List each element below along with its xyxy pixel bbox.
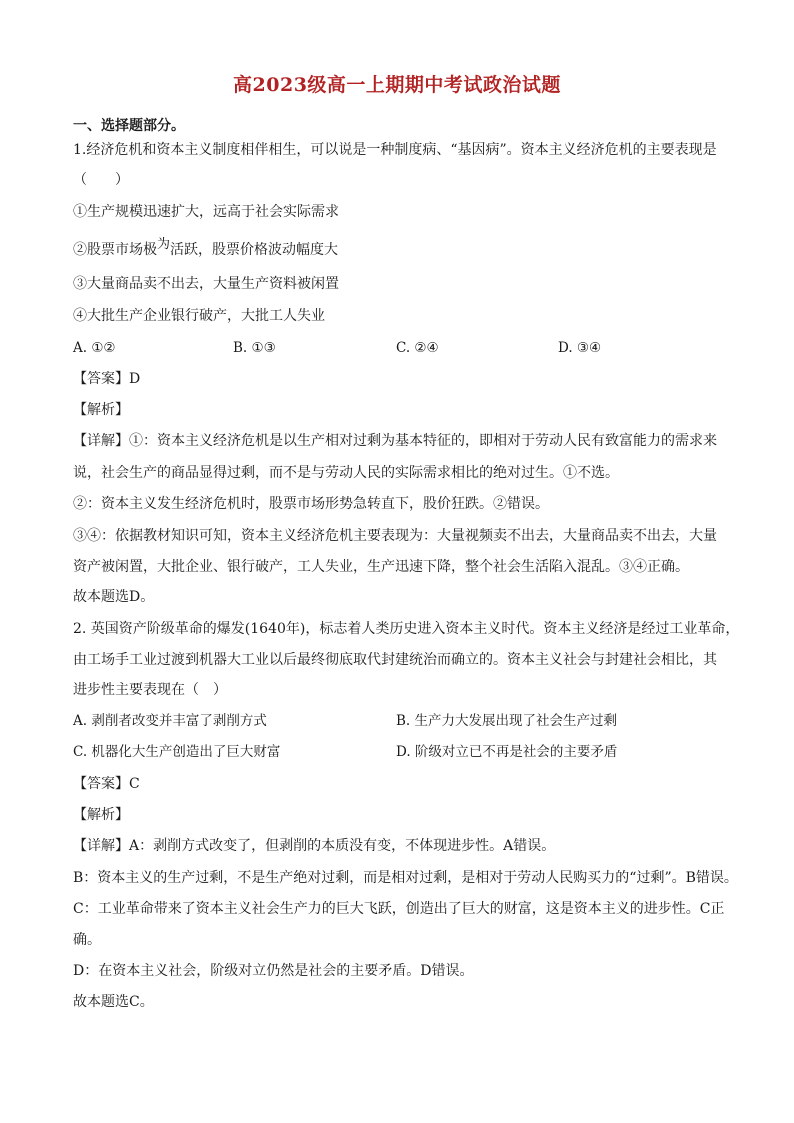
- q2-detail-line-4: 确。: [73, 932, 101, 948]
- document-title: 高2023级高一上期期中考试政治试题: [233, 74, 561, 96]
- q1-stem-line-2: （ ）: [73, 172, 129, 188]
- q2-detail-line-3: C：工业革命带来了资本主义社会生产力的巨大飞跃，创造出了巨大的财富，这是资本主义的进步性。C正: [73, 901, 725, 917]
- q2-detail-line-5: D：在资本主义社会，阶级对立仍然是社会的主要矛盾。D错误。: [73, 963, 474, 979]
- q1-detail-line-3: ②：资本主义发生经济危机时，股票市场形势急转直下，股价狂跌。②错误。: [73, 496, 549, 512]
- q1-analysis-label: 【解析】: [73, 402, 129, 418]
- q1-item-4: ④大批生产企业银行破产，大批工人失业: [73, 308, 325, 324]
- q1-detail-line-4: ③④：依据教材知识可知，资本主义经济危机主要表现为：大量视频卖不出去，大量商品卖不出去，大量: [73, 528, 717, 544]
- q2-stem-line-1: 2. 英国资产阶级革命的爆发(1640年)，标志着人类历史进入资本主义时代。资本主义经济是经过工业革命，: [73, 621, 740, 637]
- section-heading: 一、选择题部分。: [73, 118, 185, 134]
- q2-conclusion: 故本题选C。: [73, 994, 154, 1010]
- q2-stem-line-3: 进步性主要表现在（ ）: [73, 682, 227, 698]
- q1-conclusion: 故本题选D。: [73, 589, 155, 605]
- q1-option-a: A. ①②: [73, 340, 116, 356]
- q2-option-c: C. 机器化大生产创造出了巨大财富: [73, 744, 281, 760]
- q2-analysis-label: 【解析】: [73, 807, 129, 823]
- q1-item-2-part-b: 活跃，股票价格波动幅度大: [170, 242, 339, 258]
- q1-detail-line-5: 资产被闲置，大批企业、银行破产，工人失业，生产迅速下降，整个社会生活陷入混乱。③④正确。: [73, 559, 689, 575]
- q1-option-d: D. ③④: [558, 340, 602, 356]
- q1-detail-line-1: 【详解】①：资本主义经济危机是以生产相对过剩为基本特征的，即相对于劳动人民有致富能力的需求来: [73, 433, 717, 449]
- q1-detail-line-2: 说，社会生产的商品显得过剩，而不是与劳动人民的实际需求相比的绝对过生。①不选。: [73, 465, 619, 481]
- q2-stem-line-2: 由工场手工业过渡到机器大工业以后最终彻底取代封建统治而确立的。资本主义社会与封建社会相比，其: [73, 652, 717, 668]
- q1-option-c: C. ②④: [396, 340, 439, 356]
- q1-stem-line-1: 1.经济危机和资本主义制度相伴相生，可以说是一种制度病、“基因病”。资本主义经济危机的主要表现是: [73, 142, 717, 158]
- q1-item-2: [73, 237, 723, 261]
- q2-option-a: A. 剥削者改变并丰富了剥削方式: [73, 713, 267, 729]
- q2-option-b: B. 生产力大发展出现了社会生产过剩: [396, 713, 618, 729]
- q1-answer: 【答案】D: [73, 371, 141, 387]
- q1-item-2-sup: 为: [157, 237, 171, 252]
- q2-detail-line-2: B：资本主义的生产过剩，不是生产绝对过剩，而是相对过剩，是相对于劳动人民购买力的“过剩”。B错误。: [73, 870, 738, 886]
- q1-item-3: ③大量商品卖不出去，大量生产资料被闲置: [73, 276, 339, 292]
- q1-item-2-part-a: ②股票市场极: [73, 242, 157, 258]
- q1-item-1: ①生产规模迅速扩大，远高于社会实际需求: [73, 204, 339, 220]
- q1-option-b: B. ①③: [233, 340, 276, 356]
- q2-option-d: D. 阶级对立已不再是社会的主要矛盾: [396, 744, 618, 760]
- q2-detail-line-1: 【详解】A：剥削方式改变了，但剥削的本质没有变，不体现进步性。A错误。: [73, 838, 556, 854]
- q2-answer: 【答案】C: [73, 776, 140, 792]
